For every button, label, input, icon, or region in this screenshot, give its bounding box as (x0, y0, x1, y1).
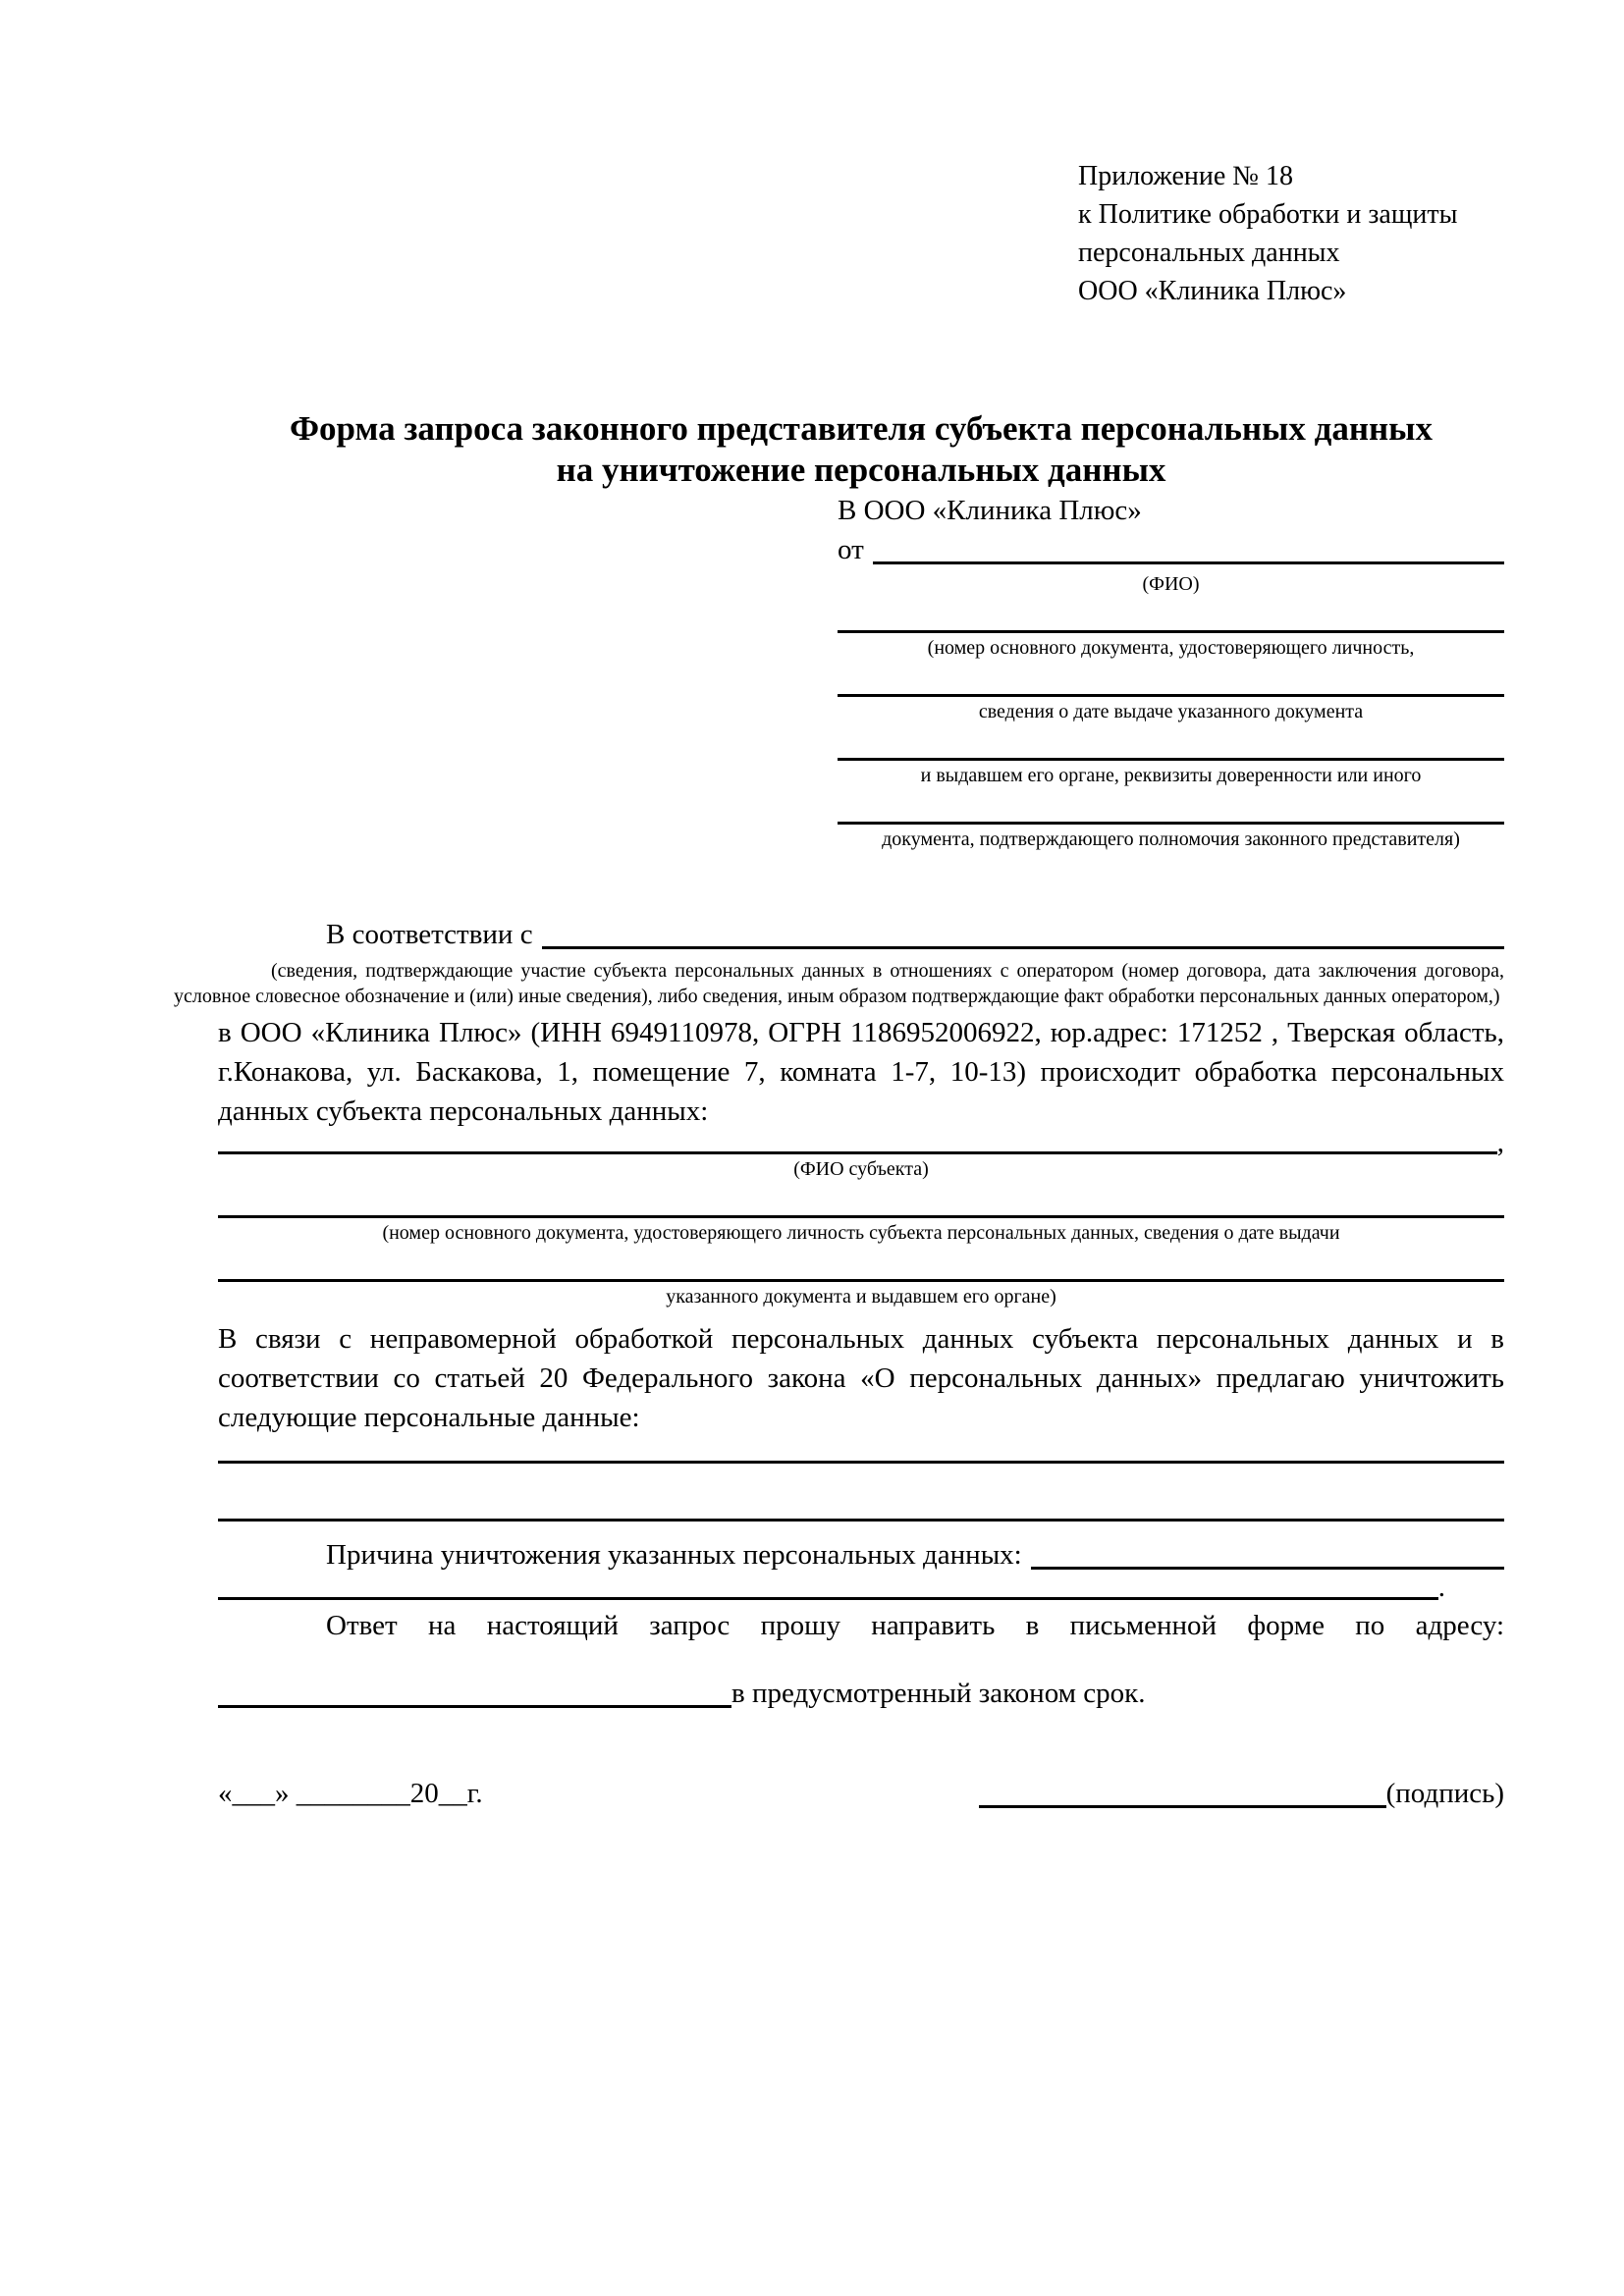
subject-fio-row (218, 1127, 1504, 1158)
accordance-label: В соответствии с (326, 919, 533, 950)
representative-doc-caption: сведения о дате выдаче указанного документа (978, 701, 1364, 722)
representative-fio-blank-line (873, 561, 1504, 564)
appendix-block (1078, 157, 1504, 310)
reason-row (218, 1535, 1504, 1575)
reply-address-blank-line (218, 1705, 731, 1708)
subject-doc-blank-line (218, 1215, 1504, 1218)
data-to-destroy-blank-line (218, 1461, 1504, 1464)
subject-fio-blank-line (218, 1151, 1497, 1154)
subject-doc-blank-line (218, 1279, 1504, 1282)
body-main (174, 915, 1504, 1813)
accordance-note: (сведения, подтверждающие участие субъекта персональных данных в отношениях с оператором (номер договора, дата заключения договора, условное словесное обозначение и (или) иные сведения), либо сведения, иным образом подтверждающие факт обработки персональных данных оператором,) (174, 960, 1504, 1007)
appendix-line: персональных данных (1078, 238, 1340, 268)
demand-paragraph: В связи с неправомерной обработкой персональных данных субъекта персональных данных и в соответствии со статьей 20 Федерального закона «О персональных данных» предлагаю уничтожить следующие персональные данные: (218, 1323, 1504, 1433)
appendix-line: Приложение № 18 (1078, 161, 1293, 191)
representative-doc-blank-line (838, 694, 1504, 697)
from-row (838, 530, 1504, 569)
subject-line-comma: , (1496, 1127, 1504, 1158)
from-label: от (838, 534, 864, 565)
appendix-line: ООО «Клиника Плюс» (1078, 276, 1347, 306)
signature-block (979, 1774, 1504, 1813)
footer-row (218, 1774, 1504, 1813)
subject-doc-caption: указанного документа и выдавшем его органе) (666, 1286, 1056, 1308)
accordance-blank-line (542, 946, 1504, 949)
reply-address-row (218, 1674, 1504, 1713)
subject-doc-caption: (номер основного документа, удостоверяющего личность субъекта персональных данных, сведения о дате выдачи (382, 1222, 1340, 1244)
form-title-line-1: Форма запроса законного представителя субъекта персональных данных (290, 409, 1433, 448)
form-title-line-2: на уничтожение персональных данных (556, 451, 1166, 489)
signature-caption: (подпись) (1385, 1778, 1504, 1809)
appendix-line: к Политике обработки и защиты (1078, 199, 1458, 230)
representative-doc-blank-line (838, 630, 1504, 633)
addressee-block (838, 491, 1504, 852)
subject-fio-caption: (ФИО субъекта) (793, 1158, 929, 1180)
representative-fio-caption: (ФИО) (1142, 573, 1200, 595)
reason-continuation-blank-line (218, 1597, 1438, 1600)
representative-doc-caption: (номер основного документа, удостоверяющего личность, (927, 637, 1415, 659)
reason-continuation-row (218, 1572, 1504, 1603)
addressee-to: В ООО «Клиника Плюс» (838, 495, 1142, 526)
date-line: «___» ________20__г. (218, 1778, 483, 1809)
representative-doc-caption: и выдавшем его органе, реквизиты доверенности или иного (920, 765, 1422, 786)
representative-doc-blank-line (838, 822, 1504, 825)
accordance-row (218, 915, 1504, 954)
signature-blank-line (979, 1805, 1386, 1808)
data-to-destroy-blank-line (218, 1519, 1504, 1522)
page-content (174, 0, 1504, 1813)
reason-line-period: . (1437, 1572, 1445, 1603)
reason-label: Причина уничтожения указанных персональных данных: (326, 1539, 1022, 1571)
representative-doc-blank-line (838, 758, 1504, 761)
reply-tail: в предусмотренный законом срок. (731, 1678, 1146, 1709)
representative-doc-caption: документа, подтверждающего полномочия законного представителя) (882, 828, 1460, 850)
reason-blank-line (1031, 1567, 1504, 1570)
operator-paragraph: в ООО «Клиника Плюс» (ИНН 6949110978, ОГРН 1186952006922, юр.адрес: 171252 , Тверская область, г.Конакова, ул. Баскакова, 1, помещение 7, комната 1-7, 10-13) происходит обработка персональных данных субъекта персональных данных: (218, 1017, 1504, 1127)
reply-paragraph: Ответ на настоящий запрос прошу направить в письменной форме по адресу: (326, 1610, 1504, 1641)
form-title (218, 408, 1504, 491)
